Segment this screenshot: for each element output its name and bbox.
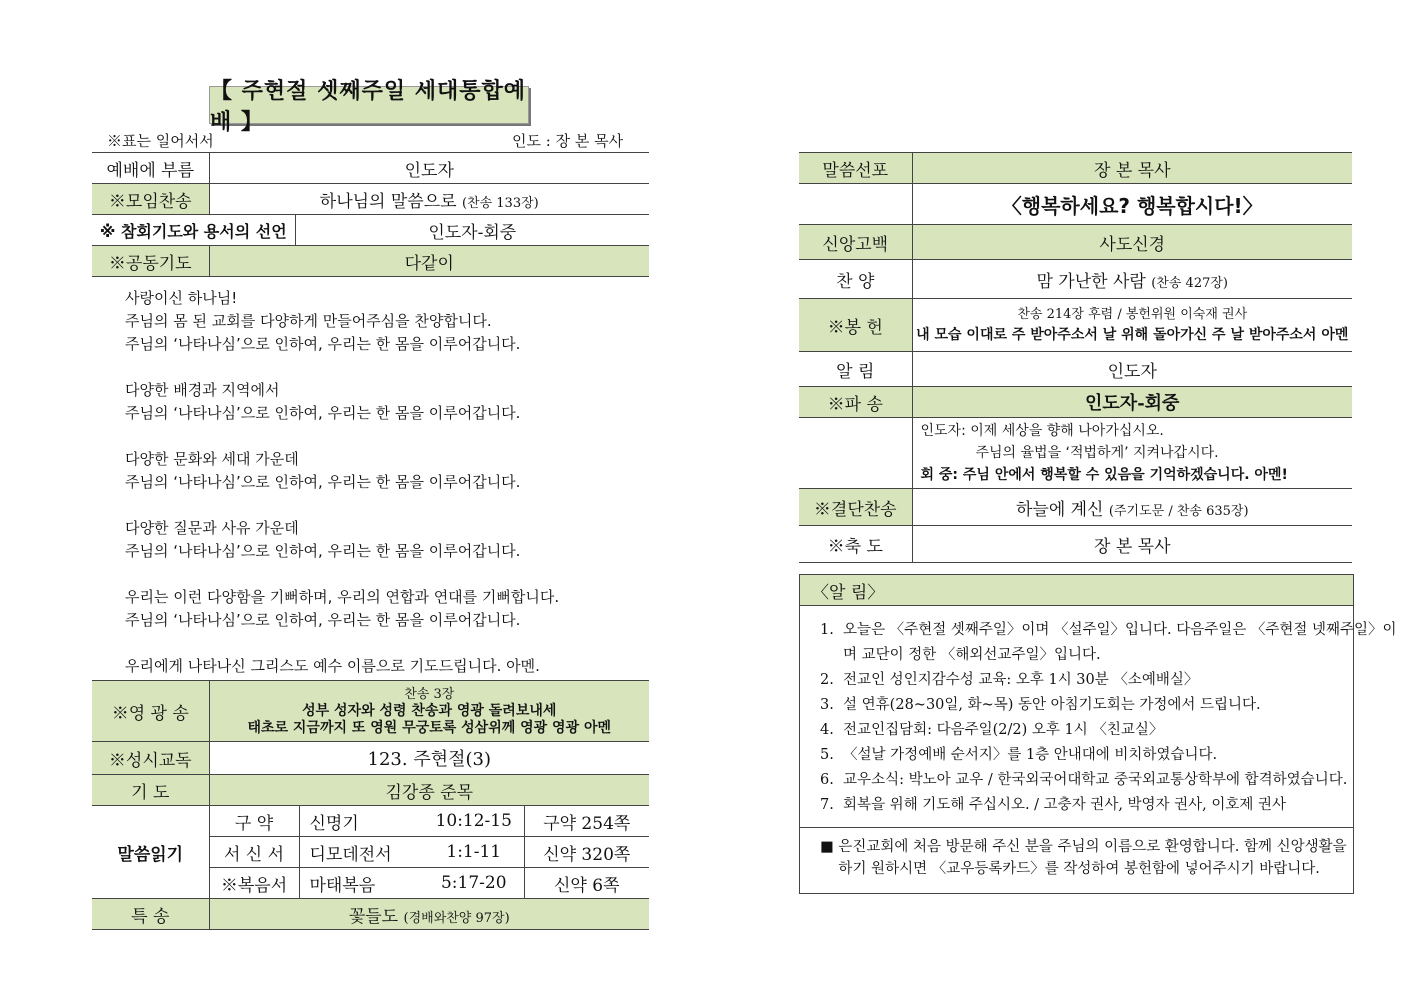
notice-item: 3. 설 연휴(28~30일, 화~목) 동안 아침기도회는 가정에서 드립니다. xyxy=(820,697,1261,713)
row-label: 예배에 부름 xyxy=(92,153,209,184)
row-label: 신앙고백 xyxy=(799,225,912,260)
row-value: 사도신경 xyxy=(912,225,1352,260)
row-label: ※모임찬송 xyxy=(92,184,209,215)
row-label: ※축 도 xyxy=(799,526,912,563)
order-row xyxy=(92,899,649,930)
hymn-number: (찬송 133장) xyxy=(461,195,539,211)
leader-note: 인도 : 장 본 목사 xyxy=(512,132,624,150)
offering-text xyxy=(912,299,1352,352)
special-title: 꽃들도 xyxy=(348,906,399,927)
welcome-line: ■ 은진교회에 처음 방문해 주신 분을 주님의 이름으로 환영합니다. 함께 신앙생활을 xyxy=(820,839,1347,855)
row-label: 말씀읽기 xyxy=(92,806,209,899)
prayer-line: 다양한 질문과 사유 가운데 xyxy=(125,519,299,537)
order-table-right xyxy=(799,152,1352,563)
row-label: ※공동기도 xyxy=(92,246,209,277)
order-row xyxy=(92,215,649,246)
notices-heading: 〈알 림〉 xyxy=(800,575,1353,606)
row-value xyxy=(912,260,1352,299)
reading-book: 마태복음 xyxy=(299,868,424,899)
order-row xyxy=(799,299,1352,352)
reading-page: 구약 254쪽 xyxy=(524,806,649,837)
common-prayer-text xyxy=(125,287,645,678)
prayer-line: 주님의 ‘나타나심’으로 인하여, 우리는 한 몸을 이루어갑니다. xyxy=(125,335,521,353)
order-row xyxy=(799,418,1352,489)
notices-list xyxy=(800,606,1397,818)
order-row xyxy=(92,775,649,806)
order-row xyxy=(799,153,1352,184)
reading-page: 신약 6쪽 xyxy=(524,868,649,899)
row-value: 장 본 목사 xyxy=(912,526,1352,563)
hymn-number: (주기도문 / 찬송 635장) xyxy=(1108,503,1249,519)
row-value: 장 본 목사 xyxy=(912,153,1352,184)
row-value: 인도자 xyxy=(209,153,649,184)
bulletin-title: 【 주현절 셋째주일 세대통합예배 】 xyxy=(209,86,529,124)
row-label: ※파 송 xyxy=(799,387,912,418)
notice-item: 4. 전교인집담회: 다음주일(2/2) 오후 1시 〈친교실〉 xyxy=(820,722,1164,738)
order-row xyxy=(92,153,649,184)
notice-item: 며 교단이 정한 〈해외선교주일〉입니다. xyxy=(820,647,1101,663)
gloria-line: 성부 성자와 성령 찬송과 영광 돌려보내세 xyxy=(302,702,557,719)
order-row xyxy=(799,526,1352,563)
row-value: 인도자-회중 xyxy=(912,387,1352,418)
order-row xyxy=(92,246,649,277)
notice-item: 7. 회복을 위해 기도해 주십시오. / 고충자 권사, 박영자 권사, 이호제 권사 xyxy=(820,797,1287,813)
row-label: ※결단찬송 xyxy=(799,489,912,526)
reading-book: 신명기 xyxy=(299,806,424,837)
special-note: (경배와찬양 97장) xyxy=(403,910,510,926)
hymn-number: (찬송 427장) xyxy=(1151,275,1228,291)
row-value: 김강종 준목 xyxy=(209,775,649,806)
reading-ref: 5:17-20 xyxy=(424,868,524,899)
row-value xyxy=(209,899,649,930)
prayer-line: 다양한 문화와 세대 가운데 xyxy=(125,450,299,468)
hymn-title: 하늘에 계신 xyxy=(1015,499,1104,520)
prayer-line: 사랑이신 하나님! xyxy=(125,289,238,307)
leader-prefix: 인도자: xyxy=(920,423,966,439)
reading-ref: 10:12-15 xyxy=(424,806,524,837)
order-row xyxy=(799,260,1352,299)
offering-line: 내 모습 이대로 주 받아주소서 날 위해 돌아가신 주 날 받아주소서 아멘 xyxy=(916,327,1349,343)
order-row xyxy=(92,681,649,742)
order-row xyxy=(92,742,649,775)
welcome-line: 하기 원하시면 〈교우등록카드〉를 작성하여 봉헌함에 넣어주시기 바랍니다. xyxy=(820,861,1320,877)
order-row xyxy=(799,489,1352,526)
reading-book: 디모데전서 xyxy=(299,837,424,868)
order-table-top xyxy=(92,152,649,277)
sending-text xyxy=(912,418,1352,489)
reading-kind: 서 신 서 xyxy=(209,837,299,868)
standing-note: ※표는 일어서서 xyxy=(107,132,214,150)
order-table-bottom xyxy=(92,680,649,930)
offering-line: 찬송 214장 후렴 / 봉헌위원 이숙재 권사 xyxy=(1017,307,1248,322)
reading-ref: 1:1-11 xyxy=(424,837,524,868)
row-value xyxy=(912,489,1352,526)
prayer-line: 우리는 이런 다양함을 기뻐하며, 우리의 연합과 연대를 기뻐합니다. xyxy=(125,588,560,606)
sending-line: 이제 세상을 향해 나아가십시오. xyxy=(970,423,1164,439)
hymn-title: 맘 가난한 사람 xyxy=(1036,271,1146,292)
reading-kind: ※복음서 xyxy=(209,868,299,899)
order-row xyxy=(799,225,1352,260)
gloria-hymn: 찬송 3장 xyxy=(404,686,455,702)
prayer-line: 주님의 몸 된 교회를 다양하게 만들어주심을 찬양합니다. xyxy=(125,312,492,330)
prayer-line: 우리에게 나타나신 그리스도 예수 이름으로 기도드립니다. 아멘. xyxy=(125,657,540,675)
gloria-text xyxy=(209,681,649,742)
row-value: 다같이 xyxy=(209,246,649,277)
congregation-prefix: 회 중: xyxy=(920,467,959,483)
row-label: 찬 양 xyxy=(799,260,912,299)
welcome-message xyxy=(800,828,1353,880)
prayer-line: 주님의 ‘나타나심’으로 인하여, 우리는 한 몸을 이루어갑니다. xyxy=(125,611,521,629)
reading-page: 신약 320쪽 xyxy=(524,837,649,868)
prayer-line: 주님의 ‘나타나심’으로 인하여, 우리는 한 몸을 이루어갑니다. xyxy=(125,404,521,422)
prayer-line: 주님의 ‘나타나심’으로 인하여, 우리는 한 몸을 이루어갑니다. xyxy=(125,542,521,560)
sermon-title: 〈행복하세요? 행복합시다!〉 xyxy=(912,184,1352,225)
row-value: 인도자-회중 xyxy=(295,215,649,246)
order-row xyxy=(799,352,1352,387)
sending-line: 주님의 율법을 ‘적법하게’ 지켜나갑시다. xyxy=(975,445,1219,461)
prayer-line: 주님의 ‘나타나심’으로 인하여, 우리는 한 몸을 이루어갑니다. xyxy=(125,473,521,491)
row-label: 기 도 xyxy=(92,775,209,806)
row-label: 특 송 xyxy=(92,899,209,930)
reading-kind: 구 약 xyxy=(209,806,299,837)
order-row xyxy=(92,184,649,215)
row-label: ※봉 헌 xyxy=(799,299,912,352)
gloria-line: 태초로 지금까지 또 영원 무궁토록 성삼위께 영광 영광 아멘 xyxy=(247,719,612,736)
row-label: 알 림 xyxy=(799,352,912,387)
order-row xyxy=(799,184,1352,225)
reading-row xyxy=(92,806,649,837)
row-value: 인도자 xyxy=(912,352,1352,387)
notices-box xyxy=(799,574,1397,894)
notice-item: 1. 오늘은 〈주현절 셋째주일〉이며 〈설주일〉입니다. 다음주일은 〈주현절 넷째주일〉이 xyxy=(820,622,1397,638)
row-label: ※ 참회기도와 용서의 선언 xyxy=(92,215,295,246)
row-label: ※영 광 송 xyxy=(92,681,209,742)
sending-line: 주님 안에서 행복할 수 있음을 기억하겠습니다. 아멘! xyxy=(962,467,1288,483)
notice-item: 2. 전교인 성인지감수성 교육: 오후 1시 30분 〈소예배실〉 xyxy=(820,672,1199,688)
order-row xyxy=(799,387,1352,418)
row-label: 말씀선포 xyxy=(799,153,912,184)
prayer-line: 다양한 배경과 지역에서 xyxy=(125,381,280,399)
row-value xyxy=(209,184,649,215)
row-label: ※성시교독 xyxy=(92,742,209,775)
hymn-title: 하나님의 말씀으로 xyxy=(319,191,457,212)
row-value: 123. 주현절(3) xyxy=(209,742,649,775)
notice-item: 6. 교우소식: 박노아 교우 / 한국외국어대학교 중국외교통상학부에 합격하였습니다. xyxy=(820,772,1348,788)
notice-item: 5. 〈설날 가정예배 순서지〉를 1층 안내대에 비치하였습니다. xyxy=(820,747,1218,763)
